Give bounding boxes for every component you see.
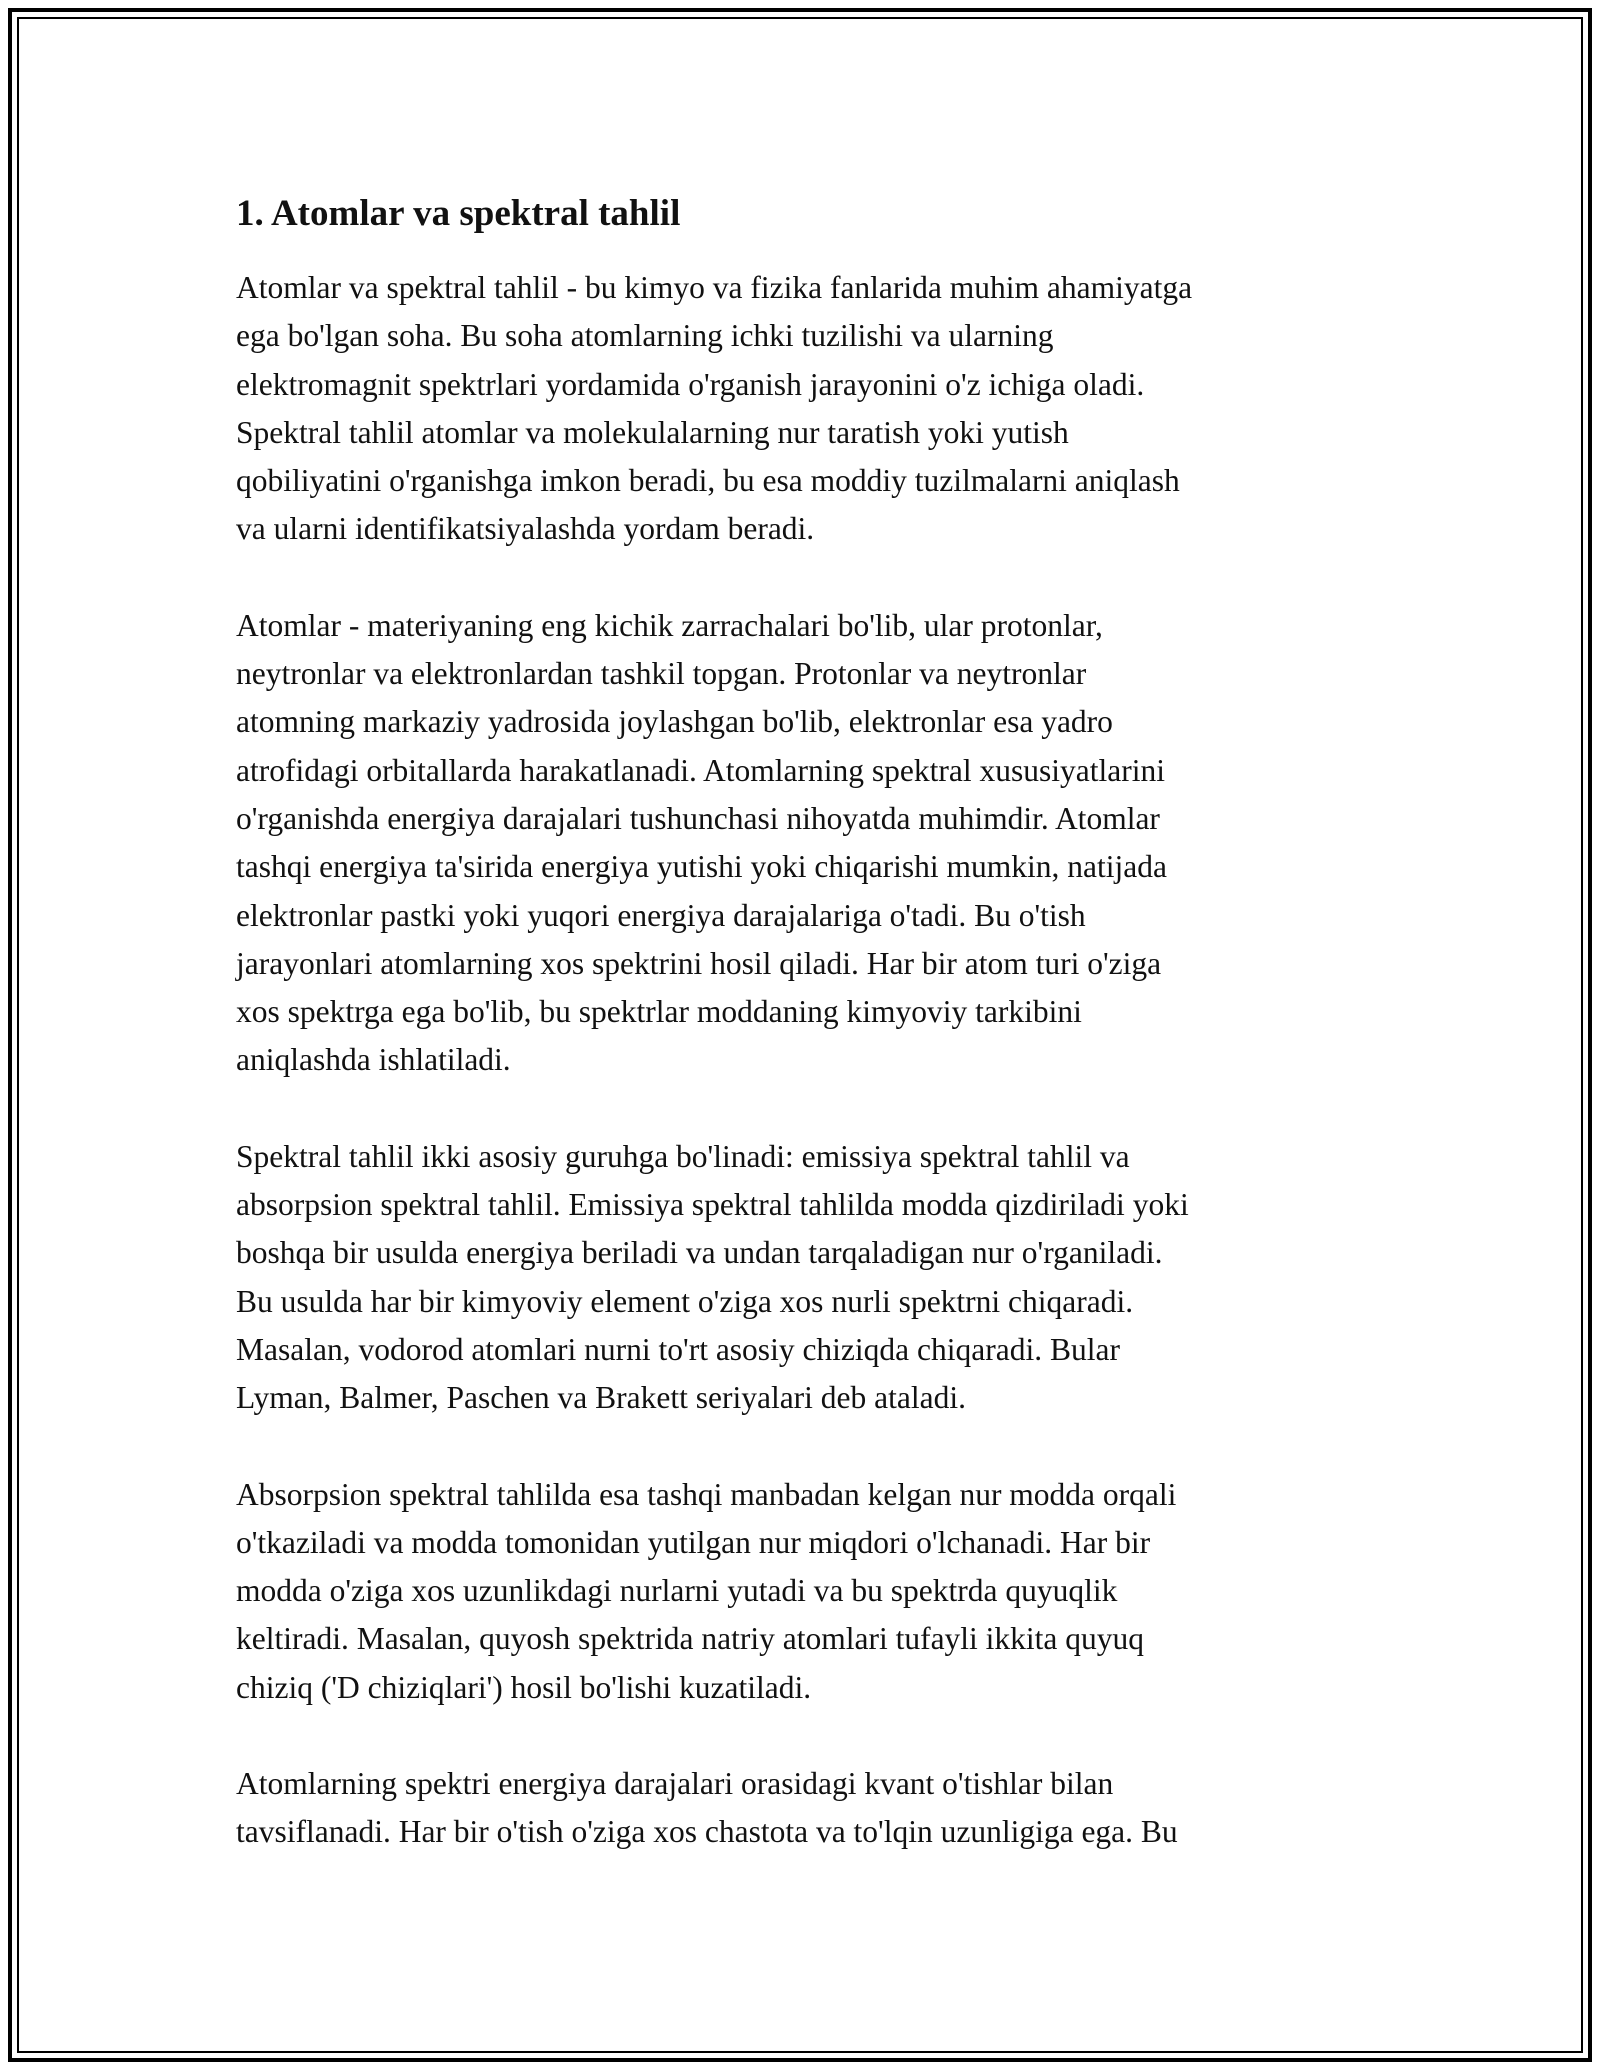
paragraph-list [236,264,1366,1857]
text-line: boshqa bir usulda energiya beriladi va undan tarqaladigan nur o'rganiladi. [236,1235,1163,1271]
text-line: jarayonlari atomlarning xos spektrini hosil qiladi. Har bir atom turi o'ziga [236,945,1162,981]
text-line: elektromagnit spektrlari yordamida o'rganish jarayonini o'z ichiga oladi. [236,366,1145,402]
text-line: Bu usulda har bir kimyoviy element o'ziga xos nurli spektrni chiqaradi. [236,1283,1134,1319]
text-line: o'rganishda energiya darajalari tushunchasi nihoyatda muhimdir. Atomlar [236,800,1160,836]
section-title: 1. Atomlar va spektral tahlil [236,193,681,234]
text-line: atrofidagi orbitallarda harakatlanadi. Atomlarning spektral xususiyatlarini [236,752,1165,788]
text-line: atomning markaziy yadrosida joylashgan bo'lib, elektronlar esa yadro [236,704,1113,740]
text-line: tavsiflanadi. Har bir o'tish o'ziga xos chastota va to'lqin uzunligiga ega. Bu [236,1814,1178,1850]
text-line: Masalan, vodorod atomlari nurni to'rt asosiy chiziqda chiqaradi. Bular [236,1331,1120,1367]
text-line: Absorpsion spektral tahlilda esa tashqi manbadan kelgan nur modda orqali [236,1476,1177,1512]
document-body [236,190,1366,1905]
paragraph [236,264,1366,554]
text-line: Spektral tahlil ikki asosiy guruhga bo'linadi: emissiya spektral tahlil va [236,1138,1130,1174]
text-line: modda o'ziga xos uzunlikdagi nurlarni yutadi va bu spektrda quyuqlik [236,1573,1118,1609]
text-line: Atomlar va spektral tahlil - bu kimyo va fizika fanlarida muhim ahamiyatga [236,270,1193,305]
text-line: Spektral tahlil atomlar va molekulalarning nur taratish yoki yutish [236,414,1069,450]
text-line: chiziq ('D chiziqlari') hosil bo'lishi kuzatiladi. [236,1669,812,1705]
text-line: tashqi energiya ta'sirida energiya yutishi yoki chiqarishi mumkin, natijada [236,849,1167,885]
text-line: va ularni identifikatsiyalashda yordam beradi. [236,511,815,547]
text-line: absorpsion spektral tahlil. Emissiya spektral tahlilda modda qizdiriladi yoki [236,1187,1189,1223]
text-line: keltiradi. Masalan, quyosh spektrida natriy atomlari tufayli ikkita quyuq [236,1621,1145,1657]
text-line: aniqlashda ishlatiladi. [236,1042,511,1078]
text-line: neytronlar va elektronlardan tashkil topgan. Protonlar va neytronlar [236,656,1087,692]
paragraph [236,1133,1366,1423]
text-line: Atomlar - materiyaning eng kichik zarrachalari bo'lib, ular protonlar, [236,607,1103,643]
text-line: qobiliyatini o'rganishga imkon beradi, bu esa moddiy tuzilmalarni aniqlash [236,463,1180,499]
text-line: Lyman, Balmer, Paschen va Brakett seriyalari deb ataladi. [236,1380,966,1416]
paragraph [236,602,1366,1085]
text-line: xos spektrga ega bo'lib, bu spektrlar moddaning kimyoviy tarkibini [236,994,1082,1030]
text-line: ega bo'lgan soha. Bu soha atomlarning ichki tuzilishi va ularning [236,318,1054,354]
paragraph [236,1471,1366,1712]
text-line: o'tkaziladi va modda tomonidan yutilgan nur miqdori o'lchanadi. Har bir [236,1524,1151,1560]
text-line: elektronlar pastki yoki yuqori energiya darajalariga o'tadi. Bu o'tish [236,897,1086,933]
paragraph [236,1760,1366,1857]
text-line: Atomlarning spektri energiya darajalari orasidagi kvant o'tishlar bilan [236,1766,1114,1802]
